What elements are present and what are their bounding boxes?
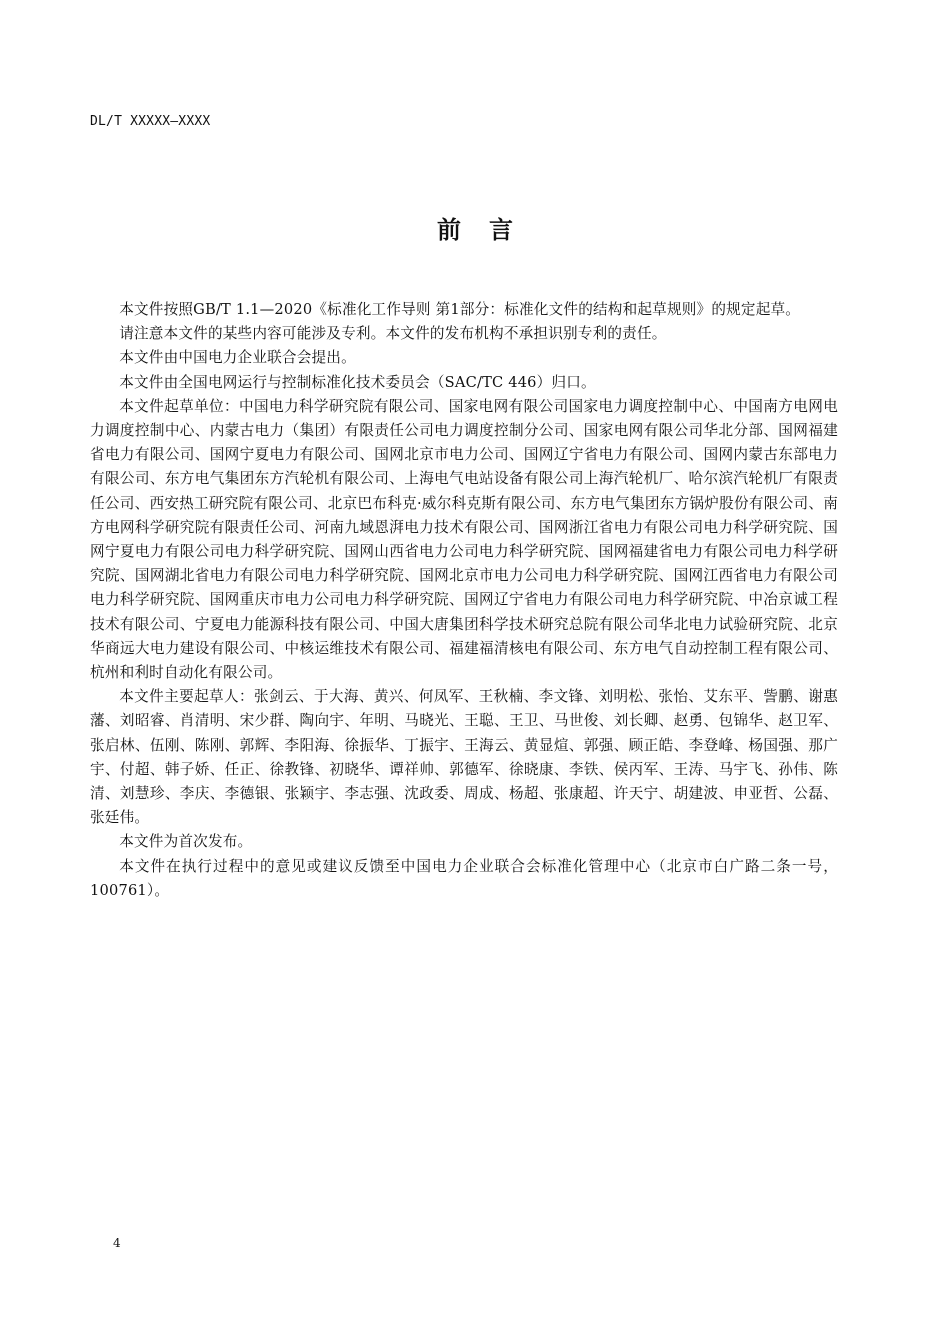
document-code: DL/T XXXXX—XXXX: [90, 114, 211, 129]
paragraph-feedback: 本文件在执行过程中的意见或建议反馈至中国电力企业联合会标准化管理中心（北京市白广路二条一号，100761）。: [90, 857, 838, 899]
paragraph-drafting-units: 本文件起草单位：中国电力科学研究院有限公司、国家电网有限公司国家电力调度控制中心、中国南方电网电力调度控制中心、内蒙古电力（集团）有限责任公司电力调度控制分公司、国家电网有限公司华北分部、国网福建省电力有限公司、国网宁夏电力有限公司、国网北京市电力公司、国网辽宁省电力有限公司、国网内蒙古东部电力有限公司、东方电气集团东方汽轮机有限公司、上海电气电站设备有限公司上海汽轮机厂、哈尔滨汽轮机厂有限责任公司、西安热工研究院有限公司、北京巴布科克·威尔科克斯有限公司、东方电气集团东方锅炉股份有限公司、南方电网科学研究院有限责任公司、河南九域恩湃电力技术有限公司、国网浙江省电力有限公司电力科学研究院、国网宁夏电力有限公司电力科学研究院、国网山西省电力公司电力科学研究院、国网福建省电力有限公司电力科学研究院、国网湖北省电力有限公司电力科学研究院、国网北京市电力公司电力科学研究院、国网江西省电力有限公司电力科学研究院、国网重庆市电力公司电力科学研究院、国网辽宁省电力有限公司电力科学研究院、中冶京诚工程技术有限公司、宁夏电力能源科技有限公司、中国大唐集团科学技术研究总院有限公司华北电力试验研究院、北京华商远大电力建设有限公司、中核运维技术有限公司、福建福清核电有限公司、东方电气自动控制工程有限公司、杭州和利时自动化有限公司。: [90, 397, 838, 682]
paragraph-committee: 本文件由全国电网运行与控制标准化技术委员会（SAC/TC 446）归口。: [119, 373, 596, 391]
page-number: 4: [113, 1236, 121, 1250]
foreword-body: [90, 298, 838, 903]
paragraph-proposer: 本文件由中国电力企业联合会提出。: [119, 349, 356, 367]
page-title: 前言: [437, 216, 541, 244]
paragraph-first-release: 本文件为首次发布。: [119, 833, 253, 851]
paragraph-drafters: 本文件主要起草人：张剑云、于大海、黄兴、何凤军、王秋楠、李文锋、刘明松、张怡、艾东平、訾鹏、谢惠藩、刘昭睿、肖清明、宋少群、陶向宇、年明、马晓光、王聪、王卫、马世俊、刘长卿、赵勇、包锦华、赵卫军、张启林、伍刚、陈刚、郭辉、李阳海、徐振华、丁振宇、王海云、黄显煊、郭强、顾正皓、李登峰、杨国强、那广宇、付超、韩子娇、任正、徐教锋、初晓华、谭祥帅、郭德军、徐晓康、李铁、侯丙军、王涛、马宇飞、孙伟、陈清、刘慧珍、李庆、李德银、张颖宇、李志强、沈政委、周成、杨超、张康超、许天宁、胡建波、申亚哲、公磊、张廷伟。: [90, 688, 838, 827]
paragraph-drafting-rules: 本文件按照GB/T 1.1—2020《标准化工作导则 第1部分：标准化文件的结构和起草规则》的规定起草。: [119, 301, 801, 318]
paragraph-patent-notice: 请注意本文件的某些内容可能涉及专利。本文件的发布机构不承担识别专利的责任。: [119, 325, 667, 343]
